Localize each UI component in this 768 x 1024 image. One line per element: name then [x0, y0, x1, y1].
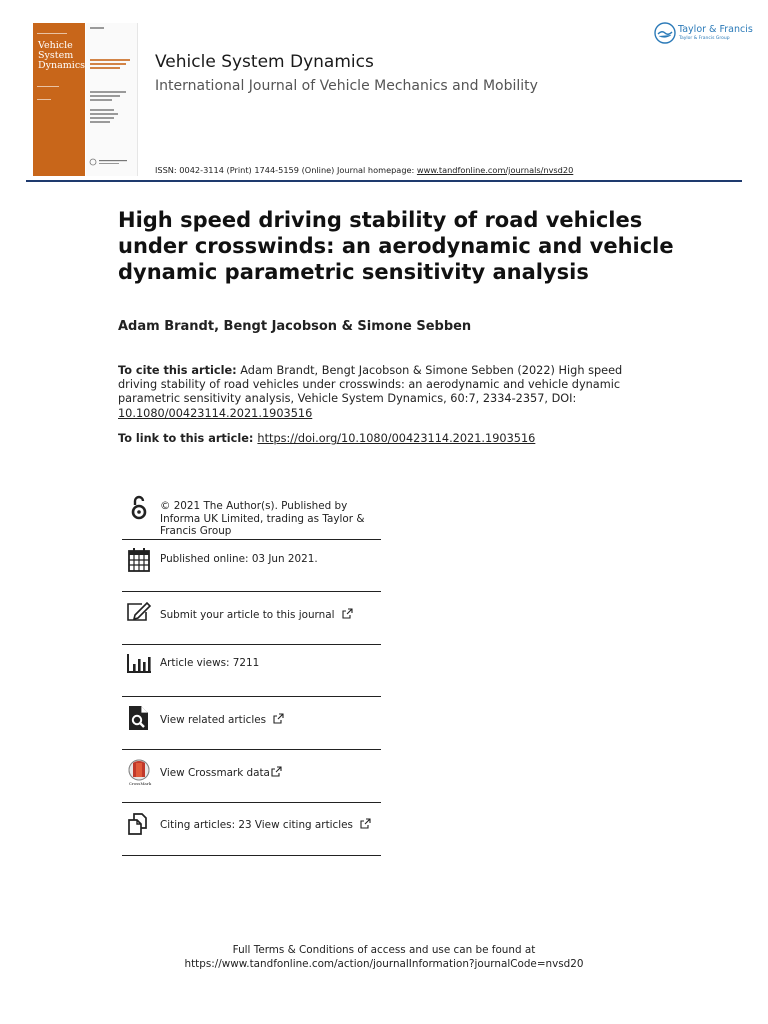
open-access-icon — [126, 495, 152, 521]
info-separator — [122, 696, 381, 697]
edit-icon — [126, 599, 152, 625]
cover-side-panel — [86, 23, 138, 176]
cite-text: Adam Brandt, Bengt Jacobson & Simone Sebben (2022) High speed driving stability of road vehicles under crosswinds: an aerodynamic and vehicle dynamic parametric sensitivity analysis, Vehicle System Dynamics, 60:7, 2334-2357, DOI: — [118, 364, 623, 406]
info-separator — [122, 591, 381, 592]
submit-article-link[interactable] — [160, 608, 386, 622]
article-authors: Adam Brandt, Bengt Jacobson & Simone Sebben — [118, 319, 472, 334]
external-link-icon — [360, 818, 371, 829]
journal-title: Vehicle System Dynamics — [155, 52, 374, 72]
external-link-icon — [273, 713, 284, 724]
crossmark-label: View Crossmark data — [160, 767, 270, 779]
header-divider — [26, 180, 742, 182]
info-separator — [122, 749, 381, 750]
view-crossmark-link[interactable] — [160, 766, 386, 780]
citation-block — [118, 364, 628, 421]
cover-publisher-logo — [89, 157, 133, 167]
open-access-text: © 2021 The Author(s). Published by Informa UK Limited, trading as Taylor & Francis Group — [160, 500, 365, 538]
cite-doi-link[interactable]: 10.1080/00423114.2021.1903516 — [118, 406, 313, 420]
submit-article-label: Submit your article to this journal — [160, 609, 335, 621]
external-link-icon — [342, 608, 353, 619]
view-related-articles-link[interactable] — [160, 713, 386, 727]
info-separator — [122, 644, 381, 645]
info-separator — [122, 539, 381, 540]
citing-documents-icon — [126, 811, 152, 837]
taylor-francis-logo-icon — [654, 22, 676, 44]
cover-journal-title: Vehicle System Dynamics — [38, 40, 86, 71]
document-search-icon — [126, 705, 152, 731]
article-views: Article views: 7211 — [160, 657, 260, 669]
publisher-group: Taylor & Francis Group — [679, 36, 730, 41]
terms-footer — [0, 943, 768, 971]
bar-chart-icon — [126, 650, 152, 676]
citing-articles-link[interactable] — [160, 818, 386, 832]
footer-terms-url[interactable]: https://www.tandfonline.com/action/journalInformation?journalCode=nvsd20 — [184, 958, 584, 970]
article-doi-link[interactable]: https://doi.org/10.1080/00423114.2021.1903516 — [257, 432, 536, 445]
cite-label: To cite this article: — [118, 364, 237, 377]
citing-articles-label: Citing articles: 23 View citing articles — [160, 819, 353, 831]
article-link-block — [118, 432, 535, 445]
issn-text: ISSN: 0042-3114 (Print) 1744-5159 (Online) Journal homepage: — [155, 165, 417, 175]
info-separator — [122, 855, 381, 856]
info-separator — [122, 802, 381, 803]
crossmark-icon-label: CrossMark — [128, 781, 152, 786]
footer-line-1: Full Terms & Conditions of access and use can be found at — [232, 944, 536, 956]
publisher-name: Taylor & Francis — [678, 24, 753, 35]
published-date: Published online: 03 Jun 2021. — [160, 553, 318, 565]
related-articles-label: View related articles — [160, 714, 267, 726]
journal-subtitle: International Journal of Vehicle Mechanics and Mobility — [155, 78, 538, 94]
external-link-icon — [271, 766, 282, 777]
article-title: High speed driving stability of road vehicles under crosswinds: an aerodynamic and vehicle dynamic parametric sensitivity analysis — [118, 208, 674, 284]
issn-line — [155, 165, 573, 175]
link-label: To link to this article: — [118, 432, 254, 445]
journal-homepage-link[interactable]: www.tandfonline.com/journals/nvsd20 — [416, 165, 574, 175]
calendar-icon — [126, 547, 152, 573]
